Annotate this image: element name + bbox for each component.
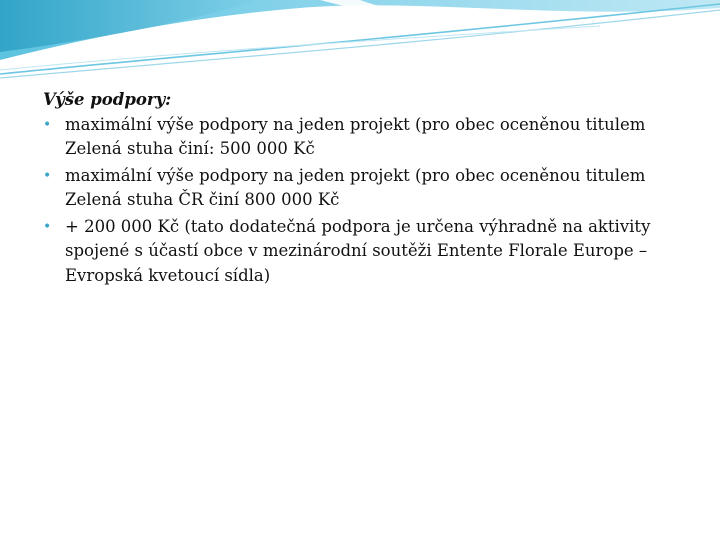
list-item-text: + 200 000 Kč (tato dodatečná podpora je určena výhradně na aktivity spojené s účastí obce v mezinárodní soutěži Entente Florale Europe – Evropská kvetoucí sídla): [65, 216, 651, 285]
wave-header-decoration: [0, 0, 720, 90]
slide-heading: Výše podpory:: [43, 90, 172, 109]
list-item: [43, 113, 683, 162]
list-item: [43, 215, 683, 289]
bullet-list: [43, 113, 683, 289]
bullet-marker: •: [43, 167, 52, 184]
list-item-text: maximální výše podpory na jeden projekt (pro obec oceněnou titulem Zelená stuha ČR činí 800 000 Kč: [65, 165, 646, 209]
slide-content: [43, 88, 683, 290]
list-item-text: maximální výše podpory na jeden projekt (pro obec oceněnou titulem Zelená stuha činí: 500 000 Kč: [65, 114, 646, 158]
bullet-marker: •: [43, 218, 52, 235]
bullet-marker: •: [43, 116, 52, 133]
list-item: [43, 164, 683, 213]
wave-band-dark: [0, 0, 260, 52]
